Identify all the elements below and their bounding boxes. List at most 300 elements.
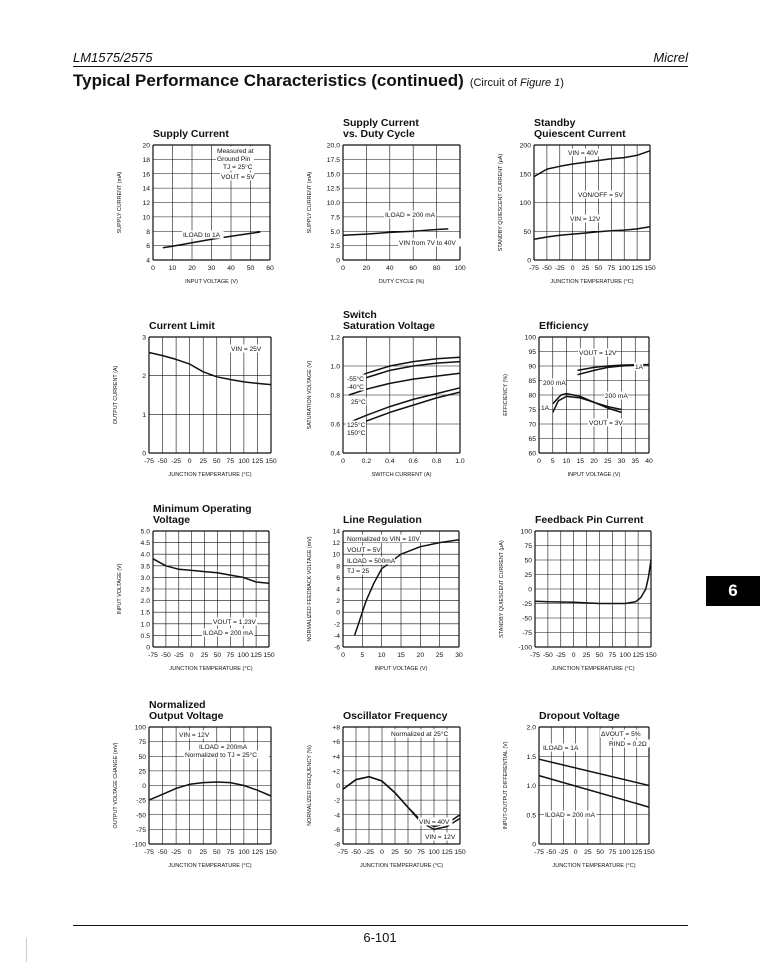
x-tick-label: 10 [168, 265, 177, 272]
x-tick-label: 20 [590, 458, 598, 465]
x-tick-label: -75 [148, 652, 158, 659]
y-tick-label: 5.0 [140, 528, 150, 536]
y-axis-label: INPUT-OUTPUT DIFFERENTIAL (V) [503, 741, 509, 830]
x-tick-label: 125 [631, 265, 643, 272]
x-tick-label: 80 [432, 265, 441, 272]
chart-1 [117, 128, 274, 285]
page-title-main: Typical Performance Characteristics (continued) [73, 71, 464, 90]
x-tick-label: 50 [595, 652, 604, 659]
y-tick-label: 1 [142, 411, 146, 419]
y-tick-label: 1.5 [140, 609, 150, 617]
chart-title: Minimum Operating [153, 503, 252, 515]
x-tick-label: 60 [266, 265, 274, 272]
x-axis-label: INPUT VOLTAGE (V) [567, 472, 621, 478]
annotation-label: ILOAD = 200 mA [385, 212, 436, 219]
x-tick-label: 25 [199, 849, 208, 856]
y-tick-label: -6 [333, 826, 340, 834]
x-tick-label: 5 [550, 458, 555, 465]
y-axis-label: OUTPUT CURRENT (A) [113, 365, 119, 425]
y-tick-label: 18 [142, 156, 150, 164]
y-tick-label: +8 [332, 724, 340, 732]
y-tick-label: 3.0 [140, 574, 150, 582]
y-tick-label: -4 [333, 632, 340, 640]
y-tick-label: 2.0 [526, 724, 536, 732]
y-tick-label: 80 [528, 392, 536, 400]
y-tick-label: -25 [136, 797, 146, 805]
x-tick-label: 150 [643, 849, 655, 856]
x-axis-label: INPUT VOLTAGE (V) [374, 666, 428, 672]
y-tick-label: 1.5 [526, 753, 536, 761]
y-tick-label: 12.5 [326, 185, 340, 193]
x-tick-label: 150 [454, 849, 466, 856]
y-axis-label: STANDBY QUIESCENT CURRENT (µA) [499, 540, 505, 638]
x-tick-label: 0.4 [385, 458, 395, 465]
x-tick-label: 10 [377, 652, 386, 659]
y-tick-label: 70 [528, 421, 536, 429]
y-tick-label: 90 [528, 363, 536, 371]
series-line [535, 560, 651, 604]
annotation-label: 200 mA [543, 380, 566, 387]
y-tick-label: 0.5 [140, 632, 150, 640]
y-tick-label: 85 [528, 378, 536, 385]
x-tick-label: 25 [199, 458, 208, 465]
y-tick-label: 12 [142, 200, 150, 207]
page-number: 6-101 [363, 930, 397, 945]
x-tick-label: 125 [632, 652, 644, 659]
chart-5 [307, 309, 465, 478]
x-tick-label: -75 [530, 652, 540, 659]
y-tick-label: 1.2 [330, 334, 340, 342]
y-tick-label: -2 [333, 797, 340, 805]
x-tick-label: 25 [582, 652, 591, 659]
y-tick-label: 4.0 [140, 551, 150, 559]
y-tick-label: 100 [519, 200, 531, 207]
x-tick-label: 25 [584, 849, 592, 856]
annotation-label: VOUT = 5V [221, 174, 255, 181]
x-tick-label: -75 [534, 849, 544, 856]
x-tick-label: 100 [237, 652, 249, 659]
annotation-label: TJ = 25°C [223, 164, 253, 171]
y-tick-label: 3 [142, 334, 146, 342]
y-axis-label: SATURATION VOLTAGE (V) [307, 360, 313, 430]
chart-title: Output Voltage [149, 710, 224, 722]
y-tick-label: -4 [333, 812, 340, 820]
y-tick-label: 0.8 [330, 392, 340, 400]
x-tick-label: 75 [226, 652, 235, 659]
x-tick-label: -25 [171, 458, 182, 465]
x-tick-label: 100 [454, 265, 466, 272]
chart-4 [113, 320, 277, 478]
y-tick-label: 3.5 [140, 563, 150, 571]
x-tick-label: 20 [188, 265, 196, 272]
annotation-label: ILOAD = 200mA [199, 744, 248, 751]
x-tick-label: 0.2 [361, 458, 372, 465]
x-tick-label: 150 [263, 652, 275, 659]
y-tick-label: 0 [528, 586, 532, 594]
y-tick-label: 14 [332, 528, 340, 536]
annotation-label: Ground Pin [217, 156, 251, 163]
y-tick-label: 0 [336, 609, 340, 617]
y-tick-label: 75 [524, 543, 532, 550]
annotation-label: Normalized at 25°C [391, 731, 449, 738]
x-axis-label: JUNCTION TEMPERATURE (°C) [550, 279, 634, 285]
y-tick-label: 150 [519, 171, 531, 179]
chart-title: Switch [343, 309, 377, 321]
y-axis-label: INPUT VOLTAGE (V) [117, 563, 123, 615]
x-tick-label: -75 [529, 265, 539, 272]
chart-title: Quiescent Current [534, 128, 626, 140]
y-tick-label: 65 [528, 436, 536, 443]
x-tick-label: 100 [238, 458, 250, 465]
x-tick-label: 150 [265, 849, 277, 856]
y-tick-label: 1.0 [526, 783, 536, 790]
y-tick-label: 0 [142, 450, 146, 458]
annotation-label: VOUT = 12V [579, 350, 617, 357]
x-tick-label: 125 [631, 849, 643, 856]
x-axis-label: JUNCTION TEMPERATURE (°C) [551, 666, 635, 672]
x-tick-label: 20 [362, 265, 371, 272]
y-tick-label: 50 [523, 228, 531, 236]
x-axis-label: INPUT VOLTAGE (V) [185, 279, 238, 285]
x-tick-label: 25 [391, 849, 399, 856]
y-tick-label: 6 [146, 243, 150, 251]
footer-rule [73, 925, 688, 926]
annotation-label: ILOAD = 200 mA [545, 812, 596, 819]
x-tick-label: 0 [341, 458, 345, 465]
y-tick-label: -50 [522, 615, 532, 623]
annotation-label: VIN = 12V [179, 732, 210, 739]
y-axis-label: NORMALIZED FREQUENCY (%) [307, 745, 313, 826]
x-tick-label: -75 [338, 849, 348, 856]
x-tick-label: 25 [200, 652, 209, 659]
chart-12 [503, 710, 655, 869]
y-axis-label: EFFICIENCY (%) [503, 374, 509, 416]
x-axis-label: SWITCH CURRENT (A) [371, 472, 432, 478]
y-tick-label: 0 [532, 841, 536, 849]
y-tick-label: 15.0 [326, 171, 340, 179]
x-tick-label: 40 [227, 265, 235, 272]
y-tick-label: -25 [522, 601, 532, 608]
y-tick-label: 2 [336, 598, 340, 606]
x-tick-label: 100 [238, 849, 250, 856]
x-tick-label: 5 [360, 652, 365, 659]
x-tick-label: -25 [554, 265, 565, 272]
y-tick-label: 0.5 [526, 812, 536, 820]
x-tick-label: 50 [246, 265, 255, 272]
y-tick-label: 2 [142, 373, 146, 381]
x-tick-label: 35 [631, 458, 640, 465]
y-axis-label: SUPPLY CURRENT (mA) [307, 171, 313, 234]
y-tick-label: -2 [333, 621, 340, 629]
y-tick-label: 100 [524, 334, 536, 342]
x-tick-label: 75 [608, 652, 617, 659]
x-tick-label: 1.0 [455, 458, 465, 465]
annotation-label: VOUT = 5V [347, 547, 381, 554]
chart-title: Feedback Pin Current [535, 514, 644, 526]
y-tick-label: +4 [332, 753, 340, 761]
x-tick-label: 0 [187, 849, 192, 856]
part-number: LM1575/2575 [73, 50, 153, 65]
annotation-label: VIN = 25V [231, 346, 262, 353]
brand-name: Micrel [653, 50, 688, 65]
y-tick-label: 0 [146, 644, 150, 652]
x-tick-label: 0 [380, 849, 384, 856]
y-tick-label: 17.5 [326, 156, 340, 164]
x-tick-label: 100 [619, 652, 631, 659]
annotation-label: 200 mA [605, 393, 628, 400]
x-tick-label: -25 [558, 849, 569, 856]
y-tick-label: 5.0 [330, 228, 340, 236]
y-tick-label: -50 [136, 812, 146, 820]
annotation-label: ΔVOUT = 5% [601, 731, 641, 738]
chart-title: Supply Current [343, 117, 419, 129]
y-tick-label: 0 [527, 257, 531, 265]
x-tick-label: 50 [212, 458, 221, 465]
page-title-sub: (Circuit of Figure 1) [469, 77, 564, 89]
x-tick-label: 0 [189, 652, 194, 659]
x-tick-label: 15 [576, 458, 585, 465]
x-tick-label: 0 [151, 265, 155, 272]
chart-title: Efficiency [539, 320, 589, 332]
y-tick-label: 14 [142, 185, 150, 193]
x-tick-label: 100 [428, 849, 440, 856]
annotation-label: -40°C [347, 384, 364, 391]
x-axis-label: JUNCTION TEMPERATURE (°C) [169, 666, 253, 672]
y-tick-label: 10 [142, 214, 150, 222]
annotation-label: ILOAD = 1A [543, 745, 579, 752]
series-line [343, 229, 448, 235]
y-tick-label: 95 [528, 349, 536, 356]
chart-title: Standby [534, 117, 576, 129]
annotation-label: 1A [635, 364, 644, 371]
x-tick-label: 125 [441, 849, 453, 856]
x-tick-label: 0 [573, 849, 578, 856]
chart-3 [498, 117, 656, 285]
annotation-label: 1A [541, 405, 550, 412]
annotation-label: RIND = 0.2Ω [609, 741, 647, 748]
y-tick-label: 60 [528, 450, 536, 458]
y-tick-label: 4.5 [140, 540, 150, 548]
x-tick-label: -50 [157, 458, 168, 465]
x-tick-label: 0 [571, 652, 576, 659]
x-tick-label: -50 [542, 652, 553, 659]
x-tick-label: -75 [144, 458, 154, 465]
y-tick-label: 75 [138, 739, 146, 747]
x-tick-label: 75 [608, 849, 617, 856]
x-tick-label: 0 [187, 458, 192, 465]
x-tick-label: 125 [251, 458, 264, 465]
y-tick-label: 8 [146, 228, 150, 236]
y-tick-label: 16 [142, 171, 150, 179]
chart-title: Voltage [153, 514, 191, 526]
y-tick-label: 25 [524, 572, 532, 579]
x-tick-label: 150 [644, 265, 656, 272]
x-tick-label: 100 [618, 265, 630, 272]
x-tick-label: 10 [562, 458, 571, 465]
y-tick-label: 4 [146, 257, 150, 265]
y-tick-label: 0.6 [330, 421, 340, 429]
annotation-label: VOUT = 1.23V [213, 619, 256, 626]
x-tick-label: 0 [570, 265, 575, 272]
x-tick-label: -50 [546, 849, 557, 856]
y-tick-label: 0 [336, 783, 340, 790]
annotation-label: VIN = 40V [568, 150, 599, 157]
y-tick-label: 12 [332, 540, 340, 548]
chart-title: Supply Current [153, 128, 229, 140]
series-line [539, 759, 649, 785]
x-tick-label: 0 [341, 265, 345, 272]
annotation-label: VIN = 12V [570, 216, 601, 223]
y-tick-label: 20.0 [326, 142, 340, 150]
annotation-label: Normalized to TJ = 25°C [185, 752, 257, 759]
x-tick-label: 75 [226, 458, 235, 465]
y-axis-label: SUPPLY CURRENT (mA) [117, 171, 123, 234]
y-tick-label: 50 [524, 557, 532, 565]
y-tick-label: 4 [336, 586, 340, 594]
annotation-label: 150°C [347, 430, 366, 437]
x-tick-label: 150 [265, 458, 277, 465]
y-tick-label: 75 [528, 407, 536, 414]
y-tick-label: 25 [138, 768, 146, 776]
chart-11 [307, 710, 466, 869]
chart-title: Current Limit [149, 320, 215, 332]
y-tick-label: 6 [336, 574, 340, 582]
annotation-label: TJ = 25 [347, 568, 370, 575]
x-tick-label: 150 [645, 652, 657, 659]
annotation-label: VIN from 7V to 40V [399, 240, 456, 247]
annotation-label: Normalized to VIN = 10V [347, 536, 420, 543]
y-tick-label: -75 [522, 630, 532, 637]
chart-title: Line Regulation [343, 514, 422, 526]
chart-2 [307, 117, 466, 285]
x-tick-label: -25 [555, 652, 566, 659]
y-tick-label: 50 [138, 753, 146, 761]
series-line [534, 227, 650, 240]
y-tick-label: 2.5 [330, 243, 340, 251]
annotation-label: 125°C [347, 422, 366, 429]
y-tick-label: +2 [332, 768, 340, 776]
x-axis-label: DUTY CYCLE (%) [378, 279, 425, 285]
x-tick-label: 0 [537, 458, 541, 465]
annotation-label: -55°C [347, 376, 364, 383]
x-tick-label: 60 [409, 265, 417, 272]
y-tick-label: +6 [332, 739, 340, 747]
x-tick-label: 0 [341, 652, 345, 659]
chart-title: Normalized [149, 699, 206, 711]
section-tab: 6 [706, 576, 760, 606]
x-tick-label: -50 [160, 652, 171, 659]
x-tick-label: -75 [144, 849, 154, 856]
annotation-label: VON/OFF = 5V [578, 192, 623, 199]
annotation-label: VOUT = 3V [589, 420, 623, 427]
x-tick-label: 30 [455, 652, 463, 659]
chart-8 [307, 514, 463, 672]
chart-10 [113, 699, 277, 869]
y-axis-label: NORMALIZED FEEDBACK VOLTAGE (mV) [307, 536, 313, 642]
y-tick-label: 20 [142, 142, 150, 150]
x-axis-label: JUNCTION TEMPERATURE (°C) [168, 863, 252, 869]
x-tick-label: 75 [417, 849, 425, 856]
series-line [149, 782, 271, 800]
annotation-label: ILOAD = 200 mA [203, 630, 254, 637]
series-line [149, 353, 271, 385]
y-tick-label: 100 [134, 724, 146, 732]
x-tick-label: 50 [404, 849, 412, 856]
x-tick-label: 15 [397, 652, 405, 659]
y-tick-label: 0.4 [330, 450, 340, 458]
x-tick-label: 125 [251, 849, 264, 856]
x-axis-label: JUNCTION TEMPERATURE (°C) [552, 863, 636, 869]
y-tick-label: 7.5 [330, 214, 340, 222]
y-tick-label: 0 [142, 783, 146, 790]
x-axis-label: JUNCTION TEMPERATURE (°C) [359, 863, 444, 869]
chart-7 [117, 503, 275, 672]
annotation-label: 25°C [351, 399, 366, 406]
annotation-label: ILOAD to 1A [183, 232, 221, 239]
y-tick-label: 1.0 [140, 621, 150, 629]
series-line [539, 776, 649, 808]
y-tick-label: -100 [518, 644, 532, 652]
y-tick-label: 2.5 [140, 586, 150, 594]
y-tick-label: 10 [332, 551, 340, 559]
y-tick-label: 100 [520, 528, 532, 536]
x-tick-label: 50 [212, 849, 221, 856]
y-tick-label: -75 [136, 826, 146, 834]
x-tick-label: 25 [603, 458, 612, 465]
x-tick-label: 75 [226, 849, 235, 856]
chart-9 [499, 514, 657, 672]
annotation-label: VIN = 12V [425, 834, 456, 841]
chart-6 [503, 320, 653, 478]
y-axis-label: OUTPUT VOLTAGE CHANGE (mV) [113, 742, 119, 829]
y-tick-label: 0 [336, 257, 340, 265]
x-tick-label: -25 [173, 652, 184, 659]
annotation-label: VIN = 40V [419, 819, 450, 826]
y-tick-label: 2.0 [140, 598, 150, 606]
x-axis-label: JUNCTION TEMPERATURE (°C) [168, 472, 252, 478]
series-line [153, 559, 269, 583]
x-tick-label: -50 [351, 849, 361, 856]
x-tick-label: 50 [594, 265, 603, 272]
chart-title: Oscillator Frequency [343, 710, 448, 722]
x-tick-label: -50 [157, 849, 168, 856]
annotation-label: Measured at [217, 148, 254, 155]
chart-title: Saturation Voltage [343, 320, 435, 332]
chart-title: Dropout Voltage [539, 710, 620, 722]
x-tick-label: -50 [541, 265, 552, 272]
y-axis-label: STANDBY QUIESCENT CURRENT (µA) [498, 153, 504, 252]
chart-title: vs. Duty Cycle [343, 128, 415, 140]
x-tick-label: 40 [645, 458, 653, 465]
y-tick-label: -100 [132, 841, 146, 849]
x-tick-label: -25 [171, 849, 182, 856]
y-tick-label: 8 [336, 563, 340, 571]
y-tick-label: 200 [519, 142, 531, 150]
y-tick-label: 1.0 [330, 363, 340, 371]
x-tick-label: 20 [416, 652, 425, 659]
y-tick-label: -6 [333, 644, 340, 652]
y-tick-label: -8 [333, 841, 340, 849]
x-tick-label: -25 [364, 849, 374, 856]
x-tick-label: 100 [618, 849, 631, 856]
x-tick-label: 75 [607, 265, 616, 272]
x-tick-label: 25 [581, 265, 590, 272]
x-tick-label: 50 [596, 849, 604, 856]
margin-mark [26, 938, 27, 962]
x-tick-label: 0.8 [431, 458, 442, 465]
annotation-label: ILOAD = 500mA [347, 558, 396, 565]
x-tick-label: 30 [617, 458, 626, 465]
